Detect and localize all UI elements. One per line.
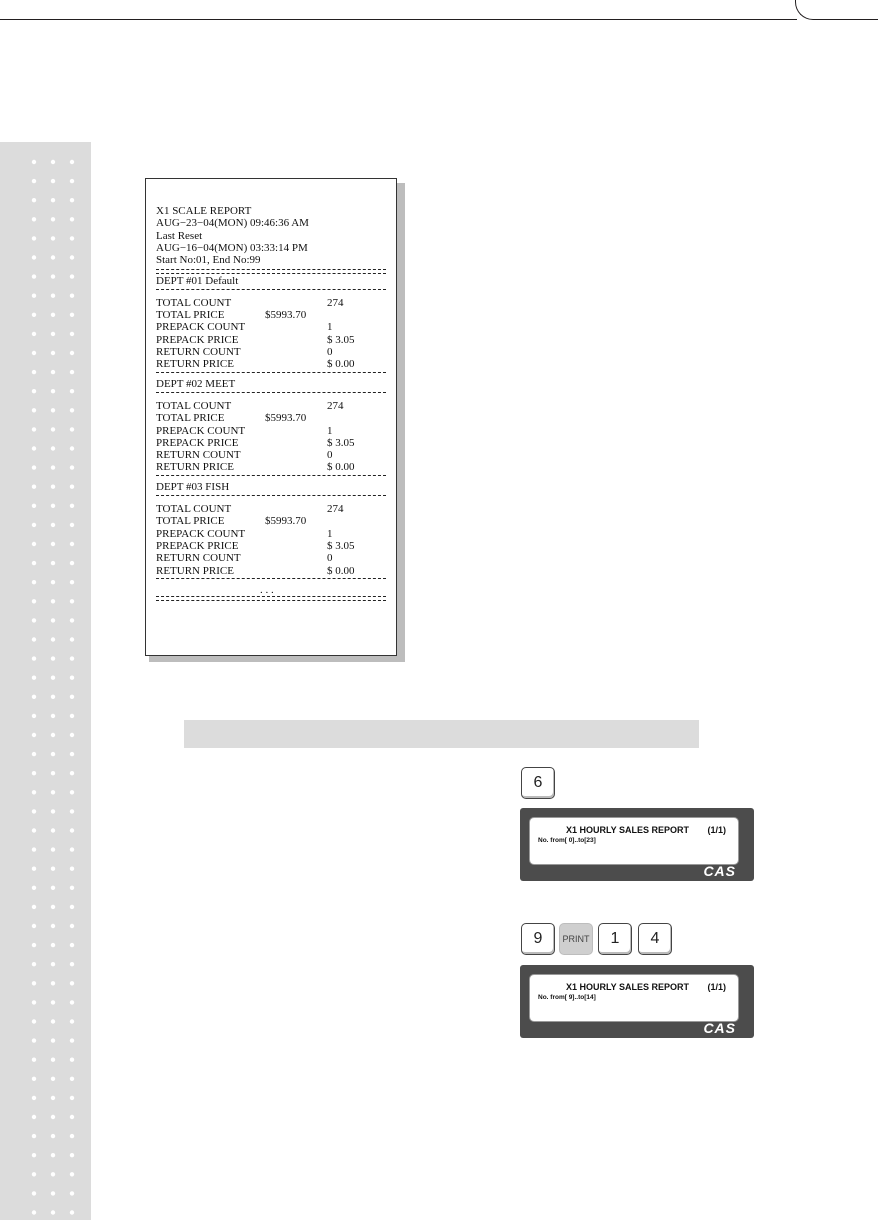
cas-logo: CAS <box>703 1020 736 1036</box>
pattern-dot <box>70 351 74 355</box>
report-row-label: PREPACK PRICE <box>156 539 239 552</box>
pattern-dot <box>32 1115 36 1119</box>
pattern-dot <box>70 1000 74 1004</box>
pattern-dot <box>70 313 74 317</box>
header-rule <box>0 0 797 20</box>
pattern-dot <box>32 828 36 832</box>
pattern-dot <box>70 465 74 469</box>
pattern-dot <box>70 1096 74 1100</box>
pattern-dot <box>32 867 36 871</box>
pattern-dot <box>32 485 36 489</box>
pattern-dot <box>70 618 74 622</box>
pattern-dot <box>70 217 74 221</box>
pattern-dot <box>51 160 55 164</box>
pattern-dot <box>51 446 55 450</box>
pattern-dot <box>32 332 36 336</box>
display-range: No. from[ 9]..to[14] <box>538 994 596 1001</box>
pattern-dot <box>32 1191 36 1195</box>
pattern-dot <box>70 714 74 718</box>
pattern-dot <box>70 1058 74 1062</box>
cas-logo: CAS <box>703 863 736 879</box>
pattern-dot <box>51 236 55 240</box>
report-row-label: TOTAL PRICE <box>156 412 225 425</box>
receipt-header-line: Last Reset <box>156 229 203 242</box>
pattern-dot <box>51 618 55 622</box>
pattern-dot <box>70 160 74 164</box>
pattern-dot <box>51 1115 55 1119</box>
report-row-label: PREPACK COUNT <box>156 424 246 437</box>
pattern-dot <box>70 542 74 546</box>
report-row-value: $ 3.05 <box>327 333 355 346</box>
dashed-rule <box>156 495 386 496</box>
pattern-dot <box>70 599 74 603</box>
pattern-dot <box>51 1096 55 1100</box>
pattern-dot <box>32 905 36 909</box>
report-row-label: PREPACK PRICE <box>156 436 239 449</box>
report-row-label: PREPACK COUNT <box>156 321 246 334</box>
display-title: X1 HOURLY SALES REPORT <box>566 825 690 835</box>
pattern-dot <box>51 752 55 756</box>
display-screen <box>529 817 739 865</box>
pattern-dot <box>32 255 36 259</box>
display-range: No. from[ 0]..to[23] <box>538 837 596 844</box>
pattern-dot <box>32 809 36 813</box>
pattern-dot <box>51 1000 55 1004</box>
pattern-dot <box>51 465 55 469</box>
pattern-dot <box>70 561 74 565</box>
pattern-dot <box>32 1096 36 1100</box>
pattern-dot <box>70 294 74 298</box>
pattern-dot <box>70 485 74 489</box>
pattern-dot <box>32 695 36 699</box>
pattern-dot <box>51 981 55 985</box>
report-row-value: $ 3.05 <box>327 539 355 552</box>
pattern-dot <box>32 1153 36 1157</box>
key-4[interactable]: 4 <box>638 923 672 955</box>
pattern-dot <box>70 1038 74 1042</box>
pattern-dot <box>70 676 74 680</box>
dashed-rule <box>156 289 386 290</box>
scale-display-2 <box>520 965 754 1038</box>
report-row-value: $5993.70 <box>265 412 307 425</box>
pattern-dot <box>32 1019 36 1023</box>
pattern-dot <box>32 542 36 546</box>
pattern-dot <box>51 656 55 660</box>
pattern-dot <box>51 924 55 928</box>
pattern-dot <box>32 637 36 641</box>
pattern-dot <box>51 695 55 699</box>
pattern-dot <box>70 255 74 259</box>
pattern-dot <box>51 255 55 259</box>
pattern-dot <box>70 580 74 584</box>
report-row-label: TOTAL PRICE <box>156 515 225 528</box>
pattern-dot <box>70 274 74 278</box>
report-row-value: $5993.70 <box>265 515 307 528</box>
pattern-dot <box>32 1210 36 1214</box>
display-page: (1/1) <box>707 825 726 835</box>
report-row-label: TOTAL COUNT <box>156 399 232 412</box>
pattern-dot <box>70 886 74 890</box>
dashed-rule <box>156 392 386 393</box>
pattern-dot <box>51 1019 55 1023</box>
receipt-header-line: Start No:01, End No:99 <box>156 254 261 267</box>
report-row-label: TOTAL COUNT <box>156 296 232 309</box>
pattern-dot <box>70 867 74 871</box>
pattern-dot <box>70 1153 74 1157</box>
pattern-dot <box>51 427 55 431</box>
key-9[interactable]: 9 <box>521 923 555 955</box>
pattern-dot <box>51 294 55 298</box>
pattern-dot <box>32 370 36 374</box>
pattern-dot <box>51 217 55 221</box>
pattern-dot <box>32 313 36 317</box>
pattern-dot <box>51 771 55 775</box>
report-row-value: $ 0.00 <box>327 564 355 577</box>
pattern-dot <box>70 790 74 794</box>
report-row-label: PREPACK PRICE <box>156 333 239 346</box>
pattern-dot <box>32 198 36 202</box>
pattern-dot <box>51 313 55 317</box>
pattern-dot <box>51 886 55 890</box>
report-row-label: RETURN PRICE <box>156 358 234 371</box>
pattern-dot <box>32 847 36 851</box>
pattern-dot <box>51 485 55 489</box>
pattern-dot <box>32 1077 36 1081</box>
pattern-dot <box>32 1134 36 1138</box>
pattern-dot <box>70 847 74 851</box>
report-row-label: RETURN PRICE <box>156 564 234 577</box>
pattern-dot <box>32 160 36 164</box>
pattern-dot <box>32 446 36 450</box>
pattern-dot <box>70 370 74 374</box>
department-title: DEPT #02 MEET <box>156 377 236 390</box>
display-screen <box>529 974 739 1022</box>
pattern-dot <box>70 236 74 240</box>
pattern-dot <box>51 1191 55 1195</box>
pattern-dot <box>51 561 55 565</box>
receipt-header-line: AUG−16−04(MON) 03:33:14 PM <box>156 241 308 254</box>
pattern-dot <box>70 733 74 737</box>
pattern-dot <box>70 924 74 928</box>
report-row-value: $ 3.05 <box>327 436 355 449</box>
report-row-value: $ 0.00 <box>327 358 355 371</box>
pattern-dot <box>32 1000 36 1004</box>
report-row-value: $5993.70 <box>265 309 307 322</box>
report-row-value: 274 <box>327 296 344 309</box>
report-row-label: RETURN PRICE <box>156 461 234 474</box>
report-row-label: TOTAL COUNT <box>156 503 232 515</box>
pattern-dot <box>51 1172 55 1176</box>
pattern-dot <box>32 1172 36 1176</box>
receipt-printout <box>145 178 397 656</box>
pattern-dot <box>51 580 55 584</box>
pattern-dot <box>32 523 36 527</box>
receipt-ellipsis: . . . <box>260 583 274 596</box>
pattern-dot <box>70 504 74 508</box>
pattern-dot <box>32 236 36 240</box>
department-title: DEPT #03 FISH <box>156 480 230 493</box>
display-page: (1/1) <box>707 982 726 992</box>
pattern-dot <box>51 408 55 412</box>
report-row-value: 1 <box>327 527 333 540</box>
pattern-dot <box>70 1019 74 1023</box>
report-row-label: RETURN COUNT <box>156 346 241 358</box>
report-row-label: RETURN COUNT <box>156 552 241 565</box>
pattern-dot <box>32 561 36 565</box>
sidebar-dot-pattern <box>0 142 91 1220</box>
dashed-rule <box>156 475 386 476</box>
pattern-dot <box>70 962 74 966</box>
display-title: X1 HOURLY SALES REPORT <box>566 982 690 992</box>
pattern-dot <box>51 332 55 336</box>
report-row-value: 0 <box>327 449 333 462</box>
pattern-dot <box>51 179 55 183</box>
pattern-dot <box>51 733 55 737</box>
pattern-dot <box>51 962 55 966</box>
pattern-dot <box>51 523 55 527</box>
pattern-dot <box>70 1134 74 1138</box>
pattern-dot <box>70 179 74 183</box>
pattern-dot <box>32 676 36 680</box>
pattern-dot <box>51 905 55 909</box>
report-row-label: PREPACK COUNT <box>156 527 246 540</box>
report-row-value: 0 <box>327 552 333 565</box>
pattern-dot <box>51 198 55 202</box>
pattern-dot <box>51 1038 55 1042</box>
pattern-dot <box>32 790 36 794</box>
pattern-dot <box>70 656 74 660</box>
report-row-value: 274 <box>327 399 344 412</box>
pattern-dot <box>70 637 74 641</box>
pattern-dot <box>51 714 55 718</box>
pattern-dot <box>32 408 36 412</box>
pattern-dot <box>51 943 55 947</box>
report-row-value: 1 <box>327 424 333 437</box>
dashed-rule <box>156 578 386 579</box>
pattern-dot <box>51 637 55 641</box>
pattern-dot <box>32 179 36 183</box>
pattern-dot <box>70 1115 74 1119</box>
report-row-value: 1 <box>327 321 333 334</box>
pattern-dot <box>32 294 36 298</box>
key-6[interactable]: 6 <box>521 767 555 799</box>
pattern-dot <box>32 389 36 393</box>
pattern-dot <box>51 790 55 794</box>
report-row-label: TOTAL PRICE <box>156 309 225 322</box>
pattern-dot <box>51 274 55 278</box>
pattern-dot <box>32 465 36 469</box>
pattern-dot <box>32 618 36 622</box>
report-row-value: 0 <box>327 346 333 358</box>
dashed-rule <box>156 372 386 373</box>
pattern-dot <box>51 867 55 871</box>
pattern-dot <box>70 1210 74 1214</box>
pattern-dot <box>70 809 74 813</box>
pattern-dot <box>70 1172 74 1176</box>
pattern-dot <box>70 828 74 832</box>
pattern-dot <box>32 504 36 508</box>
receipt-header-line: X1 SCALE REPORT <box>156 205 252 217</box>
key-print[interactable]: PRINT <box>559 923 593 955</box>
pattern-dot <box>51 1134 55 1138</box>
pattern-dot <box>32 656 36 660</box>
scale-display-1 <box>520 808 754 881</box>
pattern-dot <box>51 389 55 393</box>
pattern-dot <box>32 427 36 431</box>
pattern-dot <box>32 981 36 985</box>
pattern-dot <box>32 274 36 278</box>
pattern-dot <box>51 828 55 832</box>
pattern-dot <box>32 1058 36 1062</box>
pattern-dot <box>32 217 36 221</box>
pattern-dot <box>70 1191 74 1195</box>
pattern-dot <box>70 523 74 527</box>
pattern-dot <box>51 1153 55 1157</box>
receipt-header-line: AUG−23−04(MON) 09:46:36 AM <box>156 217 309 230</box>
pattern-dot <box>70 943 74 947</box>
pattern-dot <box>70 981 74 985</box>
pattern-dot <box>32 924 36 928</box>
double-rule <box>156 596 386 601</box>
dot-pattern <box>0 142 91 1220</box>
pattern-dot <box>70 695 74 699</box>
pattern-dot <box>32 1038 36 1042</box>
pattern-dot <box>32 733 36 737</box>
pattern-dot <box>32 962 36 966</box>
pattern-dot <box>32 351 36 355</box>
pattern-dot <box>51 599 55 603</box>
pattern-dot <box>51 1210 55 1214</box>
pattern-dot <box>70 1077 74 1081</box>
pattern-dot <box>32 714 36 718</box>
pattern-dot <box>51 1077 55 1081</box>
key-1[interactable]: 1 <box>598 923 632 955</box>
pattern-dot <box>32 943 36 947</box>
pattern-dot <box>51 504 55 508</box>
pattern-dot <box>32 771 36 775</box>
header-rule-corner <box>795 0 878 20</box>
section-heading-bar <box>184 720 699 748</box>
pattern-dot <box>51 370 55 374</box>
pattern-dot <box>32 599 36 603</box>
report-row-label: RETURN COUNT <box>156 449 241 462</box>
pattern-dot <box>51 847 55 851</box>
pattern-dot <box>32 752 36 756</box>
pattern-dot <box>51 351 55 355</box>
double-rule <box>156 269 386 274</box>
pattern-dot <box>51 809 55 813</box>
pattern-dot <box>70 446 74 450</box>
department-title: DEPT #01 Default <box>156 274 239 287</box>
pattern-dot <box>70 408 74 412</box>
pattern-dot <box>70 332 74 336</box>
pattern-dot <box>70 389 74 393</box>
pattern-dot <box>51 676 55 680</box>
report-row-value: 274 <box>327 503 344 515</box>
pattern-dot <box>51 1058 55 1062</box>
pattern-dot <box>32 886 36 890</box>
pattern-dot <box>51 542 55 546</box>
pattern-dot <box>70 427 74 431</box>
pattern-dot <box>70 771 74 775</box>
pattern-dot <box>70 752 74 756</box>
pattern-dot <box>32 580 36 584</box>
pattern-dot <box>70 198 74 202</box>
report-row-value: $ 0.00 <box>327 461 355 474</box>
pattern-dot <box>70 905 74 909</box>
